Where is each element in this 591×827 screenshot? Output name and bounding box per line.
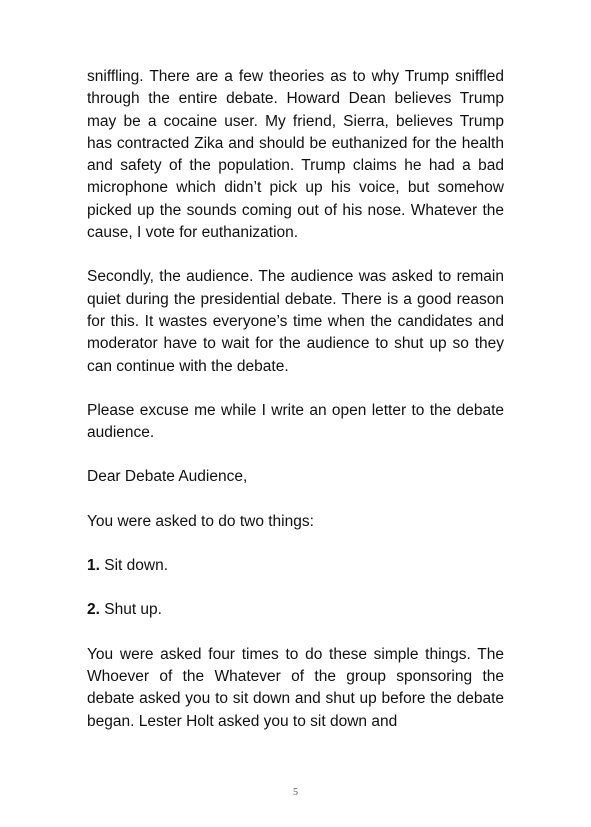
paragraph: You were asked four times to do these simple things. The Whoever of the Whatever of the group sponsoring the debate asked you to sit down and shut up before the debate began. Lester Holt asked you to sit down and [87,645,504,730]
paragraph: Please excuse me while I write an open letter to the debate audience. [87,401,504,442]
list-item [87,599,504,621]
list-item-number: 2. [87,601,100,619]
page-number: 5 [293,787,298,798]
paragraph: sniffling. There are a few theories as to why Trump sniffled through the entire debate. Howard Dean believes Trump may be a cocaine user. My friend, Sierra, believes Trump has contracted Zika and should be euthanized for the health and safety of the population. Trump claims he had a bad microphone which didn’t pick up his voice, but somehow picked up the sounds coming out of his nose. Whatever the cause, I vote for euthanization. [87,68,504,242]
list-item-number: 1. [87,557,100,575]
list-item [87,555,504,577]
list-item-text: Shut up. [99,601,162,619]
list-item-text: Sit down. [99,557,168,575]
paragraph: Secondly, the audience. The audience was asked to remain quiet during the presidential debate. There is a good reason for this. It wastes everyone’s time when the candidates and moderator have to wait for the audience to shut up so they can continue with the debate. [87,268,504,375]
paragraph: You were asked to do two things: [87,512,314,530]
body-text [87,66,504,755]
salutation: Dear Debate Audience, [87,468,248,486]
